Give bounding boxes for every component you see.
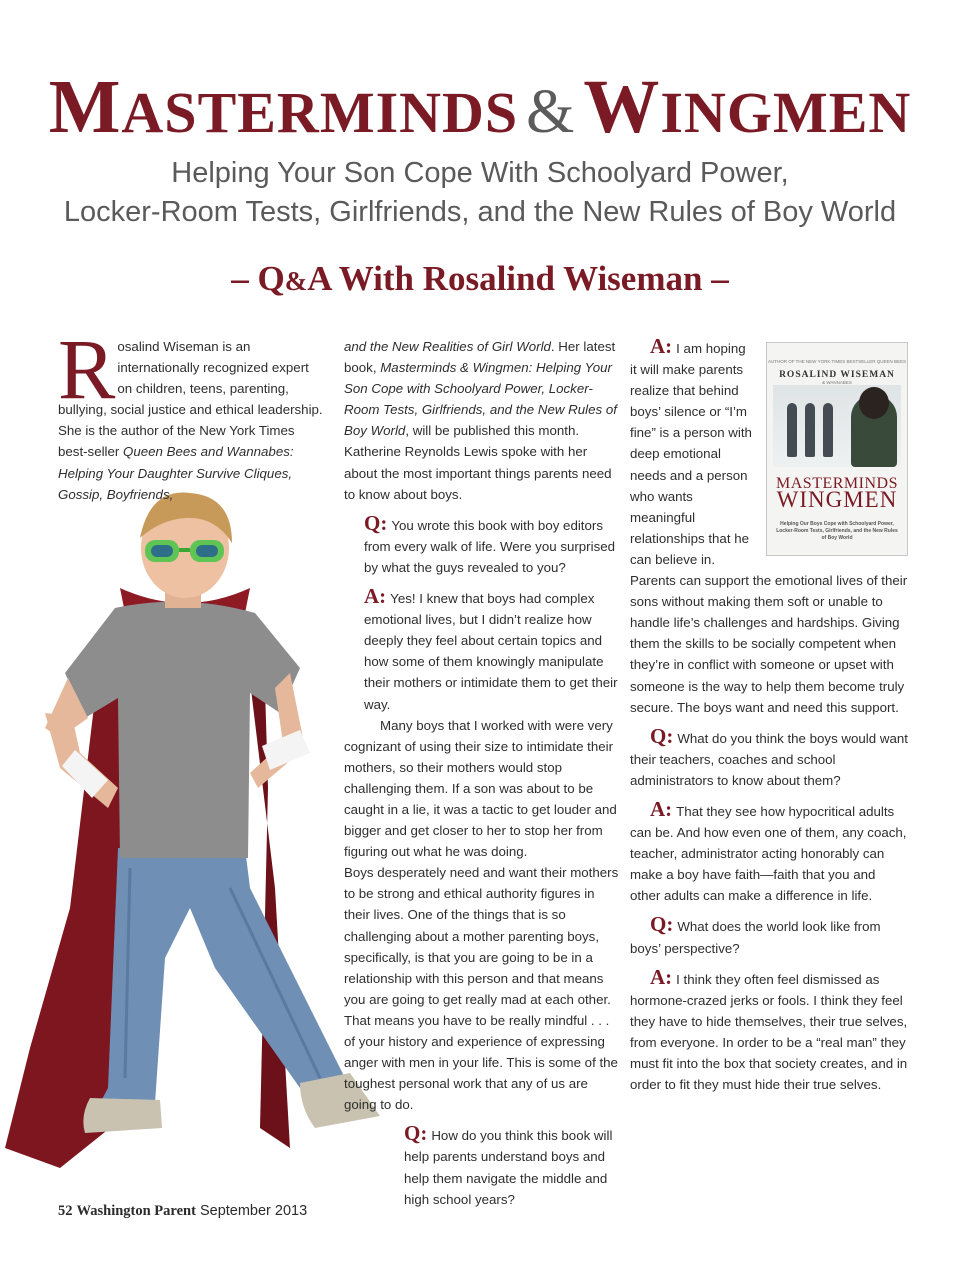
title-word-asterminds: ASTERMINDS: [121, 80, 519, 145]
column-2: [344, 336, 619, 1210]
page-footer: [58, 1203, 307, 1220]
question-3-text: What do you think the boys would want their teachers, coaches and school administrators to know about them?: [630, 730, 908, 788]
answer-3: [630, 796, 908, 906]
book1-title-rest: and the New Realities of Girl World: [344, 339, 551, 354]
intro-continuation: [344, 336, 619, 505]
question-4-text: What does the world look like from boys’ perspective?: [630, 919, 881, 956]
answer-1-paragraph-3: Boys desperately need and want their mothers to be strong and ethical authority figures in their lives. One of the things that is so challenging about a mother parenting boys, specifically, is that you are going to be in a relationship with this person and that means you are going to get really mad at each other. That means you have to be really mindful . . . of your history and experience of expressing anger with men in your life. This is some of the toughest personal work that any of us are going to do.: [344, 865, 619, 1113]
column-3: [630, 336, 908, 1095]
q-label: Q:: [364, 510, 388, 535]
answer-1-paragraph-2: Many boys that I worked with were very cognizant of using their size to intimidate their mothers, so their mothers would stop challenging them. If a son was about to be caught in a lie, it was a tactic to get louder and bigger and get closer to her to stop her from figuring out what he was doing.: [344, 717, 617, 860]
answer-4: [630, 964, 908, 1096]
drop-cap: R: [58, 321, 116, 417]
answer-1: [344, 586, 619, 715]
intro-cont-1: . Her latest book,: [344, 339, 616, 376]
subtitle-line-2: Locker-Room Tests, Girlfriends, and the New Rules of Boy World: [63, 196, 897, 228]
subtitle-line-1: Helping Your Son Cope With Schoolyard Power,: [171, 157, 789, 189]
q-label: Q:: [650, 723, 674, 748]
intro-text: osalind Wiseman is an internationally recognized expert on children, teens, parenting, bullying, social justice and ethical leadership. She is the author of the New York Times best-seller: [58, 339, 323, 460]
book-cover-image: [766, 342, 908, 556]
a-label: A:: [650, 334, 673, 358]
answer-1-text: Yes! I knew that boys had complex emotional lives, but I didn’t realize how deeply they feel about certain topics and how some of them knowingly manipulate their mothers or intimidate them to get their way.: [364, 591, 618, 712]
book-cover-figure: [787, 403, 797, 457]
question-4: [630, 914, 908, 958]
title-initial-m: M: [48, 65, 122, 149]
book2-title: Masterminds & Wingmen: Helping Your Son Cope with Schoolyard Power, Locker-Room Tests, Girlfriends, and the New Rules of Boy World: [344, 360, 617, 439]
book-cover-figure: [805, 403, 815, 457]
boy-superhero-photo: [0, 488, 380, 1183]
answer-2-text: I am hoping it will make parents realize that behind boys’ silence or “I’m fine” is a person with deep emotional needs and a person who wants meaningful relationships that he can believe in. Parents can support the emotional lives of their sons without making them soft or unable to handle life’s challenges and hardships. Giving them the skills to be socially competent when they’re in conflict with someone or upset with someone is the way to help them become truly secure. The boys want and need this support.: [630, 341, 908, 715]
book-cover-boy: [851, 395, 897, 467]
qa-heading-amp: &: [284, 266, 308, 296]
book-cover-tagline: AUTHOR OF THE NEW YORK TIMES BESTSELLER QUEEN BEES & WANNABES: [767, 359, 907, 386]
q-label: Q:: [650, 912, 674, 937]
qa-heading: [0, 256, 960, 304]
page-number: 52: [58, 1203, 73, 1219]
book1-title: Queen Bees and Wannabes: Helping Your Daughter Survive Cliques, Gossip, Boyfriends,: [58, 444, 294, 502]
a-label: A:: [650, 964, 673, 989]
title-word-ingmen: INGMEN: [660, 80, 912, 145]
question-2: [344, 1123, 619, 1209]
title-ampersand: &: [526, 78, 576, 146]
title-initial-w: W: [583, 65, 661, 149]
article-subtitle: [0, 154, 960, 232]
answer-4-text: I think they often feel dismissed as hormone-crazed jerks or fools. I think they feel they have to hide themselves, their true selves, from everyone. In order to be a “real man” they must fit into the box that society creates, and in order to fit they must hide their true selves.: [630, 971, 908, 1093]
question-2-text: How do you think this book will help parents understand boys and help them navigate the middle and high school years?: [404, 1128, 613, 1207]
column-1: [58, 321, 326, 505]
question-1: [344, 510, 619, 578]
a-label: A:: [364, 584, 387, 609]
answer-3-text: That they see how hypocritical adults can be. And how even one of them, any coach, teacher, administrator acting honorably can make a boy have faith—faith that you and other adults can make a difference in life.: [630, 803, 907, 904]
book-cover-figure: [823, 403, 833, 457]
book-cover-author: ROSALIND WISEMAN: [779, 370, 895, 380]
book-cover-title-2: WINGMEN: [776, 487, 898, 512]
q-label: Q:: [404, 1121, 428, 1146]
question-1-text: You wrote this book with boy editors from every walk of life. Were you surprised by what the guys revealed to you?: [364, 517, 616, 575]
book-cover-subtitle: Helping Our Boys Cope with Schoolyard Power, Locker-Room Tests, Girlfriends, and the New Rules of Boy World: [776, 521, 898, 541]
qa-heading-prefix: – Q: [231, 259, 285, 298]
intro-cont-2: , will be published this month. Katherine Reynolds Lewis spoke with her about the most important things parents need to know about boys.: [344, 423, 612, 502]
publication-name: Washington Parent: [76, 1203, 196, 1219]
book-cover-title-1: MASTERMINDS: [776, 475, 898, 492]
article-title: [0, 62, 960, 158]
issue-date: September 2013: [199, 1203, 308, 1219]
question-3: [630, 723, 908, 791]
intro-paragraph: [58, 321, 326, 505]
a-label: A:: [650, 796, 673, 821]
qa-heading-rest: A With Rosalind Wiseman –: [307, 259, 729, 298]
